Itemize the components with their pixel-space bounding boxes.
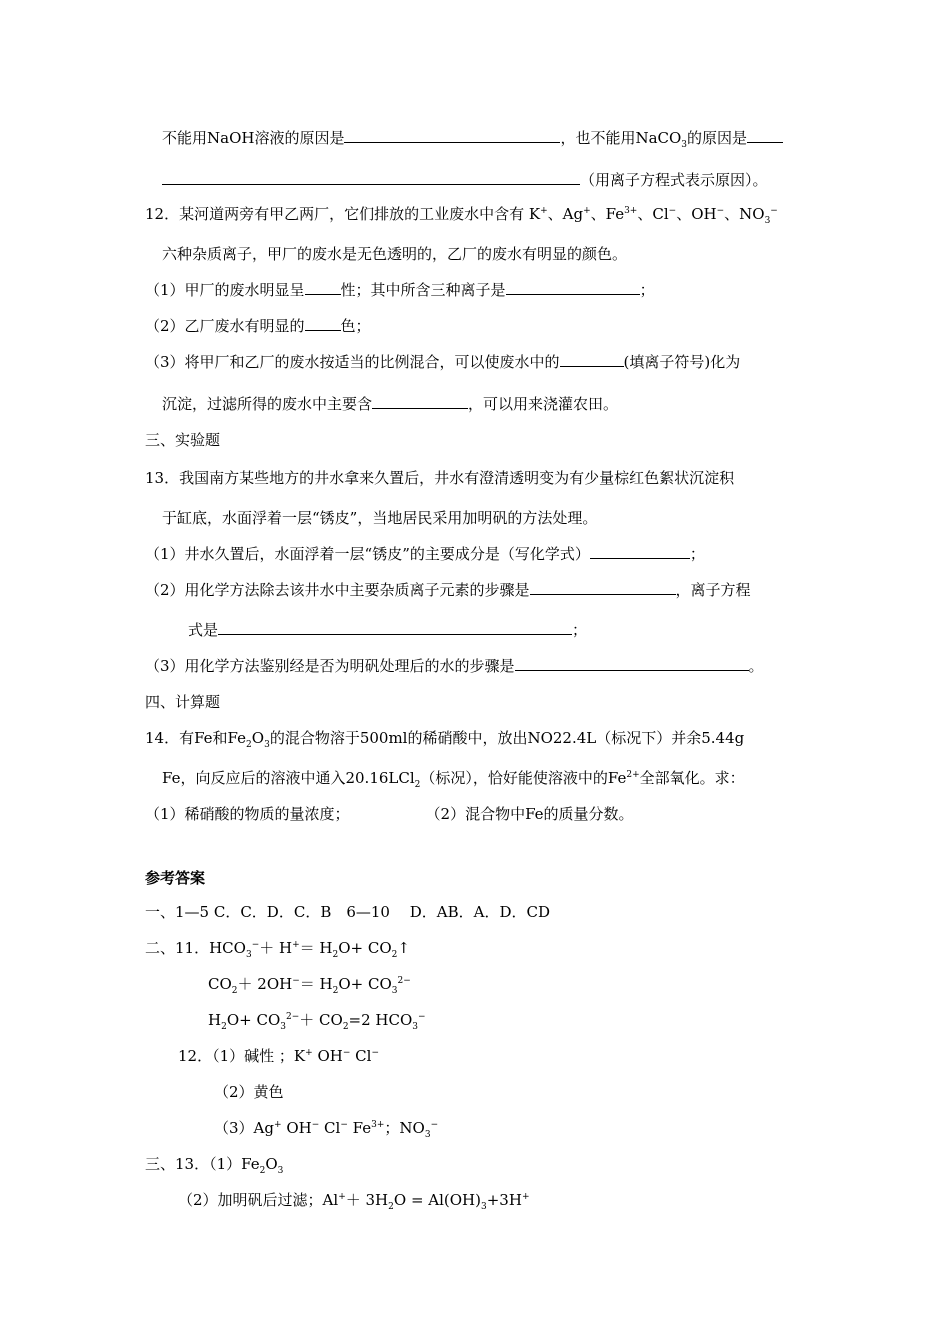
answer-text: （2）加明矾后过滤；Al — [178, 1191, 339, 1209]
answer-text: O+ CO — [338, 975, 392, 993]
answer-text: HCO — [209, 939, 246, 957]
answer-text: （3）Ag — [214, 1119, 274, 1137]
subscript: 2 — [221, 1022, 227, 1032]
q13-text: ； — [572, 621, 588, 639]
q14-text: O — [251, 729, 265, 747]
q14-text: Fe，向反应后的溶液中通入20.16LCl — [162, 769, 415, 787]
q13-line-1: 13．我国南方某些地方的井水拿来久置后，井水有澄清透明变为有少量棕红色絮状沉淀积 — [145, 469, 735, 487]
subscript: 3 — [264, 740, 270, 750]
q12-part-3 — [145, 352, 740, 372]
subscript: 2 — [414, 780, 421, 790]
superscript: 2− — [285, 1012, 300, 1022]
answer-12-line-2: （2）黄色 — [214, 1083, 284, 1101]
q13-line-2: 于缸底，水面浮着一层“锈皮”，当地居民采用加明矾的方法处理。 — [162, 509, 598, 527]
superscript: − — [371, 1048, 379, 1058]
answer-12-line-1 — [178, 1046, 379, 1066]
q12-text: 、OH — [676, 205, 717, 223]
q12-text: (填离子符号)化为 — [623, 353, 741, 371]
superscript: 3+ — [371, 1120, 385, 1130]
answer-text: O = Al(OH) — [393, 1191, 481, 1209]
subscript: 3 — [245, 950, 252, 960]
q12-line-2: 六种杂质离子，甲厂的废水是无色透明的，乙厂的废水有明显的颜色。 — [162, 245, 628, 263]
superscript: − — [340, 1120, 348, 1130]
q12-text: 色； — [340, 317, 371, 335]
answer-text: Fe — [352, 1119, 372, 1137]
q14-text: 的混合物溶于500ml的稀硝酸中，放出NO22.4L（标况下）并余5.44g — [269, 729, 745, 747]
q12-text: 、Ag — [547, 205, 584, 223]
q13-part-2 — [145, 580, 751, 600]
answer-11-line-2 — [208, 974, 411, 994]
q12-text: 12．某河道两旁有甲乙两厂，它们排放的工业废水中含有 K — [145, 205, 541, 223]
answer-11-line-1 — [145, 938, 410, 958]
superscript: 2− — [397, 976, 411, 986]
q14-line-2 — [162, 768, 745, 788]
q13-text: 。 — [748, 657, 764, 675]
answer-text: ；NO — [384, 1119, 425, 1137]
subscript: 3 — [481, 1202, 487, 1212]
answer-text: Cl — [324, 1119, 341, 1137]
q14-parts — [145, 804, 634, 824]
superscript: 2+ — [626, 770, 640, 780]
section-heading: 四、计算题 — [145, 693, 221, 711]
subscript: 3 — [681, 140, 688, 150]
answer-blank[interactable] — [515, 656, 749, 671]
superscript: + — [273, 1120, 282, 1130]
superscript: − — [770, 206, 778, 216]
section-heading: 三、实验题 — [145, 431, 221, 449]
answer-text: OH — [317, 1047, 343, 1065]
answer-blank[interactable] — [747, 128, 783, 143]
q12-text: 、NO — [724, 205, 765, 223]
answer-text: ＝ H — [299, 975, 333, 993]
subscript: 2 — [388, 1202, 394, 1212]
superscript: − — [292, 976, 300, 986]
answer-text: Cl — [355, 1047, 372, 1065]
superscript: − — [430, 1120, 439, 1130]
q12-text: ，可以用来浇灌农田。 — [468, 395, 619, 413]
q11-text: 不能用NaOH溶液的原因是 — [162, 129, 345, 147]
q14-text: （2）混合物中Fe的质量分数。 — [425, 805, 634, 823]
q14-line-1 — [145, 728, 744, 748]
answer-blank[interactable] — [344, 128, 560, 143]
q12-text: ； — [639, 281, 655, 299]
answer-text: ＋ 3H — [345, 1191, 389, 1209]
answer-blank[interactable] — [162, 170, 580, 185]
answer-blank[interactable] — [590, 544, 690, 559]
superscript: − — [311, 1120, 320, 1130]
q13-part-3 — [145, 656, 764, 676]
superscript: + — [292, 940, 300, 950]
q13-text: ，离子方程 — [675, 581, 751, 599]
q13-part-1 — [145, 544, 705, 564]
answer-line-1: 一、1—5 C．C．D．C．B 6—10 D．AB．A．D．CD — [145, 903, 550, 921]
answer-12-line-3 — [214, 1118, 438, 1138]
answer-text: 三、13．（1）Fe — [145, 1155, 260, 1173]
superscript: + — [583, 206, 591, 216]
q12-text: 、Fe — [590, 205, 625, 223]
subscript: 2 — [391, 950, 398, 960]
superscript: − — [251, 940, 260, 950]
answer-text: O+ CO — [338, 939, 392, 957]
answer-text: 12．（1）碱性 ；K — [178, 1047, 306, 1065]
subscript: 2 — [332, 986, 339, 996]
q12-text: 沉淀，过滤所得的废水中主要含 — [162, 395, 373, 413]
answer-blank[interactable] — [372, 394, 468, 409]
subscript: 2 — [342, 1022, 349, 1032]
answer-blank[interactable] — [530, 580, 676, 595]
q12-line-1 — [145, 204, 778, 224]
answer-blank[interactable] — [305, 280, 341, 295]
answer-blank[interactable] — [305, 316, 341, 331]
answer-text: O — [265, 1155, 278, 1173]
superscript: − — [668, 206, 677, 216]
superscript: 3+ — [624, 206, 638, 216]
superscript: + — [521, 1192, 530, 1202]
subscript: 3 — [391, 986, 398, 996]
superscript: + — [338, 1192, 346, 1202]
subscript: 2 — [259, 1166, 266, 1176]
answer-blank[interactable] — [506, 280, 640, 295]
q11-line-2 — [162, 170, 768, 190]
q13-text: （3）用化学方法鉴别经是否为明矾处理后的水的步骤是 — [145, 657, 515, 675]
answer-13-line-2 — [178, 1190, 529, 1210]
q14-text: 全部氧化。求： — [639, 769, 745, 787]
q11-text: （用离子方程式表示原因）。 — [580, 171, 768, 189]
subscript: 3 — [412, 1022, 419, 1032]
superscript: − — [418, 1012, 426, 1022]
subscript: 2 — [246, 740, 252, 750]
superscript: + — [540, 206, 548, 216]
q12-text: （1）甲厂的废水明显呈 — [145, 281, 305, 299]
answer-text: 二、11． — [145, 939, 210, 957]
subscript: 3 — [280, 1022, 286, 1032]
q13-text: （2）用化学方法除去该井水中主要杂质离子元素的步骤是 — [145, 581, 530, 599]
q14-text: 14．有Fe和Fe — [145, 729, 247, 747]
answer-11-line-3 — [208, 1010, 426, 1030]
answer-text: ＝ H — [299, 939, 333, 957]
answer-text: O+ CO — [226, 1011, 281, 1029]
subscript: 3 — [424, 1130, 431, 1140]
answer-text: H — [208, 1011, 222, 1029]
q13-text: ； — [689, 545, 705, 563]
superscript: + — [305, 1048, 313, 1058]
answer-blank[interactable] — [560, 352, 624, 367]
answer-blank[interactable] — [218, 620, 572, 635]
q12-text: （2）乙厂废水有明显的 — [145, 317, 305, 335]
q14-text: （标况），恰好能使溶液中的Fe — [420, 769, 627, 787]
q12-text: 、Cl — [637, 205, 669, 223]
answer-13-line-1 — [145, 1154, 283, 1174]
subscript: 3 — [277, 1166, 284, 1176]
answer-text: ＋ 2OH — [237, 975, 293, 993]
subscript: 2 — [231, 986, 238, 996]
subscript: 3 — [764, 216, 771, 226]
answer-text: ＋ H — [259, 939, 293, 957]
q12-part-2 — [145, 316, 371, 336]
q11-text: 的原因是 — [687, 129, 748, 147]
q11-line-1 — [162, 128, 783, 148]
answer-text: +3H — [486, 1191, 522, 1209]
answers-title: 参考答案 — [145, 869, 206, 887]
answer-text: =2 HCO — [348, 1011, 413, 1029]
q13-part-2-cont — [188, 620, 587, 640]
answer-text: OH — [286, 1119, 312, 1137]
q12-text: （3）将甲厂和乙厂的废水按适当的比例混合，可以使废水中的 — [145, 353, 560, 371]
superscript: − — [716, 206, 725, 216]
q14-text: （1）稀硝酸的物质的量浓度； — [145, 805, 350, 823]
superscript: − — [342, 1048, 351, 1058]
answer-text: CO — [208, 975, 232, 993]
gas-arrow-icon: ↑ — [397, 939, 410, 957]
subscript: 2 — [332, 950, 339, 960]
q12-part-1 — [145, 280, 655, 300]
q12-part-3-cont — [162, 394, 618, 414]
answer-text: ＋ CO — [299, 1011, 343, 1029]
q13-text: 式是 — [188, 621, 219, 639]
q11-text: ，也不能用NaCO — [560, 129, 682, 147]
q13-text: （1）井水久置后，水面浮着一层“锈皮”的主要成分是（写化学式） — [145, 545, 590, 563]
q12-text: 性；其中所含三种离子是 — [340, 281, 506, 299]
